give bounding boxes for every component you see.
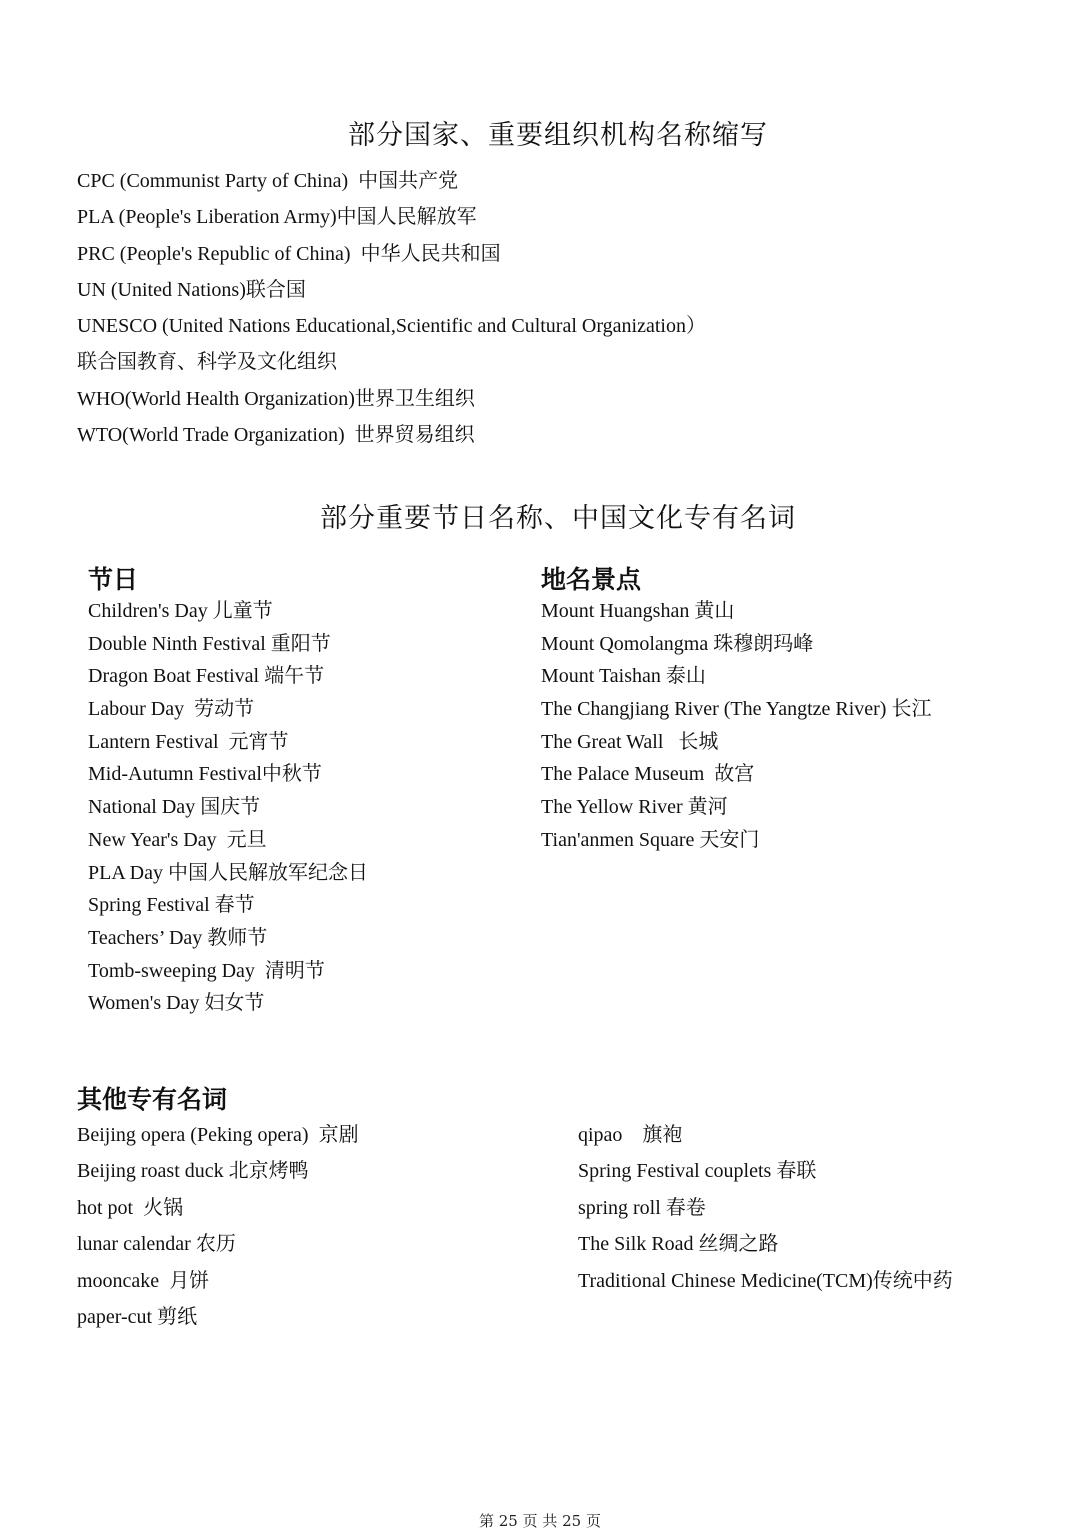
festivals-heading: 节日 [88,565,139,594]
list-item: Mount Qomolangma 珠穆朗玛峰 [541,632,814,655]
list-item: Dragon Boat Festival 端午节 [88,665,325,688]
list-item: The Changjiang River (The Yangtze River) 长江 [541,698,932,721]
list-item: The Great Wall 长城 [541,730,719,753]
list-item: UN (United Nations)联合国 [77,278,306,301]
list-item: UNESCO (United Nations Educational,Scientific and Cultural Organization） [77,315,706,338]
list-item: Women's Day 妇女节 [88,992,265,1015]
list-item: PLA Day 中国人民解放军纪念日 [88,861,368,884]
list-item: WHO(World Health Organization)世界卫生组织 [77,387,475,410]
list-item: spring roll 春卷 [578,1196,706,1219]
list-item: hot pot 火锅 [77,1196,184,1219]
places-heading: 地名景点 [541,565,642,594]
list-item: Children's Day 儿童节 [88,600,273,622]
places-list [541,597,931,859]
list-item: Beijing opera (Peking opera) 京剧 [77,1124,359,1146]
other-terms-list-right [578,1120,953,1302]
list-item: paper-cut 剪纸 [77,1305,198,1328]
list-item: Tian'anmen Square 天安门 [541,828,760,851]
section-title-festivals-culture: 部分重要节日名称、中国文化专有名词 [320,503,796,534]
list-item: New Year's Day 元旦 [88,828,267,851]
list-item: The Palace Museum 故宫 [541,763,755,786]
list-item: WTO(World Trade Organization) 世界贸易组织 [77,424,475,447]
list-item: PLA (People's Liberation Army)中国人民解放军 [77,206,477,229]
list-item: National Day 国庆节 [88,796,261,819]
other-terms-heading: 其他专有名词 [77,1085,228,1114]
list-item: qipao 旗袍 [578,1124,683,1146]
list-item: Spring Festival couplets 春联 [578,1160,817,1183]
list-item: Beijing roast duck 北京烤鸭 [77,1160,309,1183]
list-item: Lantern Festival 元宵节 [88,730,289,753]
list-item: mooncake 月饼 [77,1269,210,1292]
list-item: CPC (Communist Party of China) 中国共产党 [77,170,459,192]
list-item: 联合国教育、科学及文化组织 [77,351,337,374]
list-item: The Yellow River 黄河 [541,796,728,819]
list-item: Mid-Autumn Festival中秋节 [88,763,322,786]
abbreviation-list [77,166,706,456]
list-item: The Silk Road 丝绸之路 [578,1233,779,1256]
list-item: Tomb-sweeping Day 清明节 [88,959,325,982]
list-item: Labour Day 劳动节 [88,698,255,721]
list-item: Double Ninth Festival 重阳节 [88,632,331,655]
page-number-footer: 第 25 页 共 25 页 [478,1512,601,1530]
list-item: Mount Taishan 泰山 [541,665,706,688]
festivals-list [88,597,368,1022]
other-terms-list-left [77,1120,359,1338]
list-item: lunar calendar 农历 [77,1233,236,1256]
list-item: Traditional Chinese Medicine(TCM)传统中药 [578,1269,953,1292]
section-title-abbreviations: 部分国家、重要组织机构名称缩写 [348,120,768,151]
list-item: Teachers’ Day 教师节 [88,926,268,949]
list-item: Spring Festival 春节 [88,894,255,917]
list-item: Mount Huangshan 黄山 [541,600,735,622]
list-item: PRC (People's Republic of China) 中华人民共和国 [77,242,501,265]
